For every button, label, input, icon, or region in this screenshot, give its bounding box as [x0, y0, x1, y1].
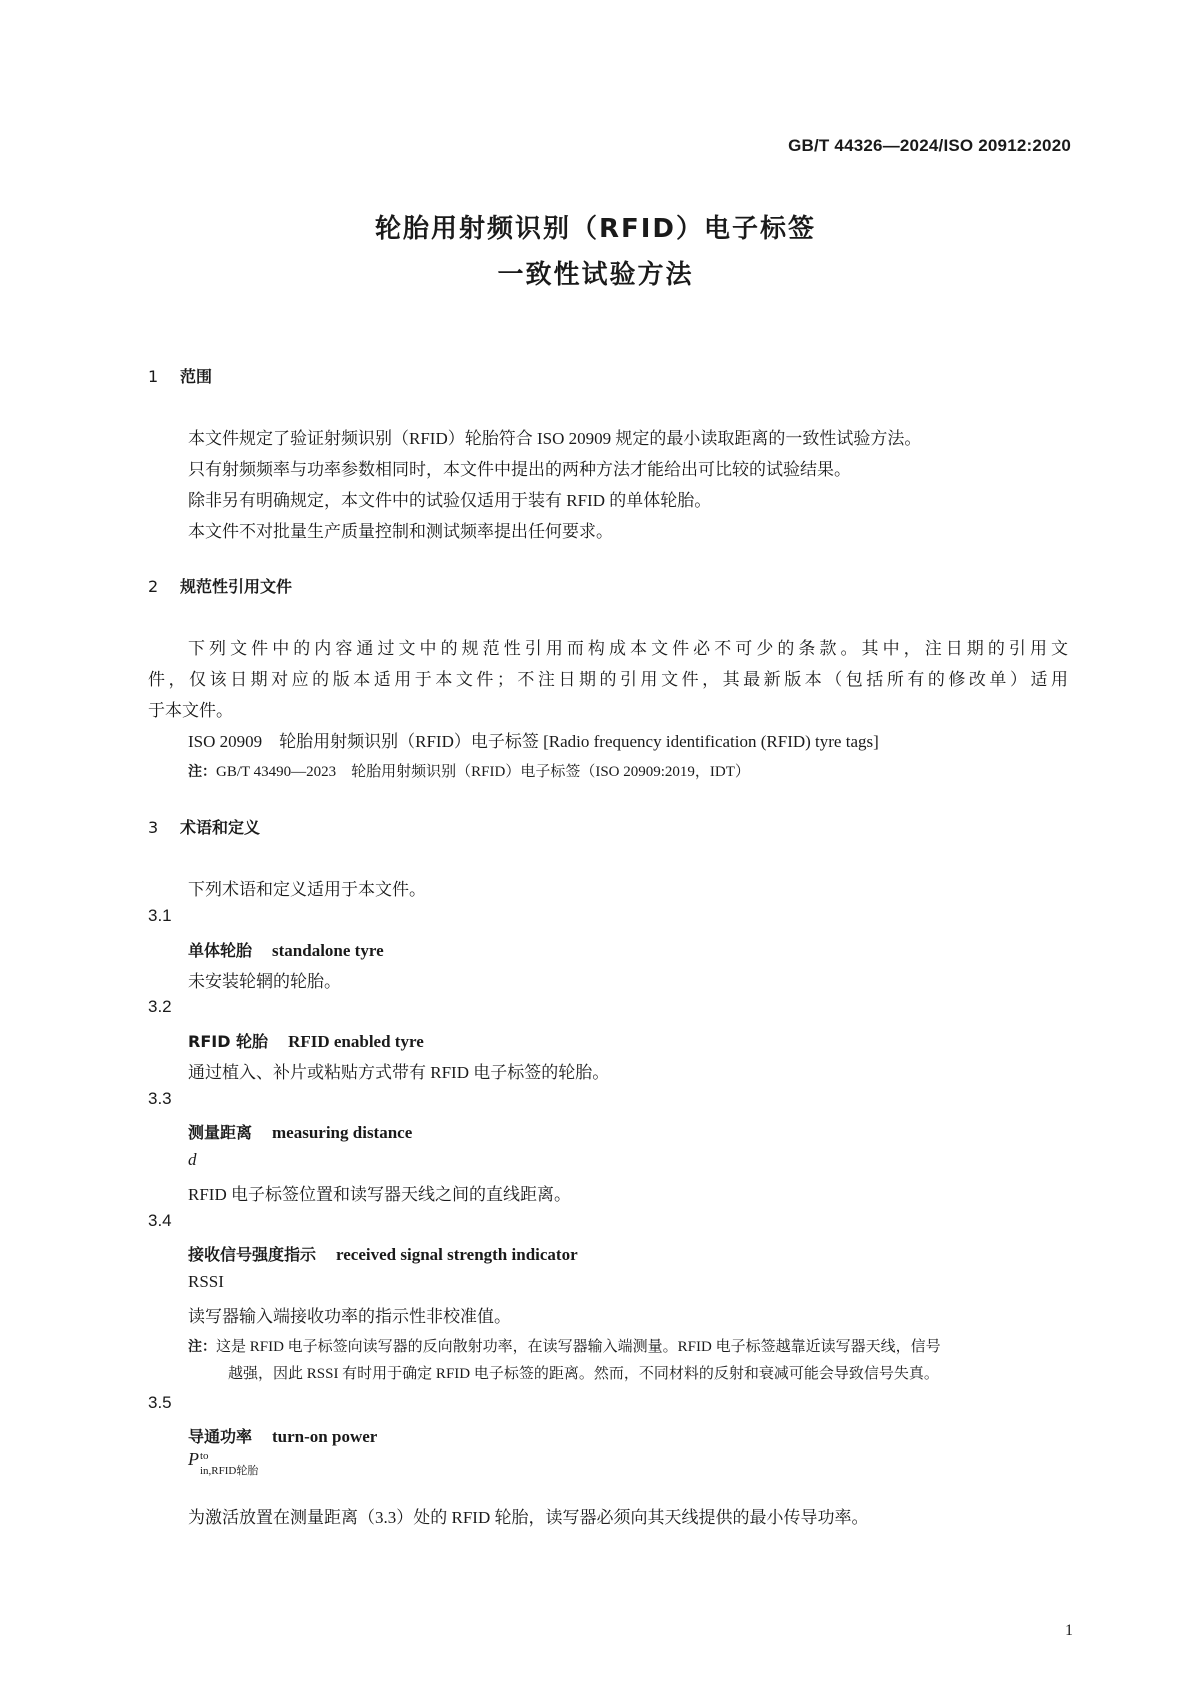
term-definition: 读写器输入端接收功率的指示性非校准值。: [188, 1307, 511, 1326]
term-symbol: d: [188, 1150, 197, 1169]
term-en: measuring distance: [272, 1123, 413, 1142]
title-line-2: 一致性试验方法: [497, 260, 694, 290]
term-definition: 未安装轮辋的轮胎。: [188, 972, 341, 991]
term-zh: RFID 轮胎: [188, 1032, 269, 1051]
page-number: 1: [1065, 1622, 1073, 1639]
note: [188, 1335, 941, 1356]
note-continuation: 越强，因此 RSSI 有时用于确定 RFID 电子标签的距离。然而，不同材料的反射和衰减可能会导致信号失真。: [228, 1366, 939, 1382]
term-entry: [188, 1120, 412, 1143]
note-label: 注：: [188, 764, 216, 780]
note-text: GB/T 43490—2023 轮胎用射频识别（RFID）电子标签（ISO 20909:2019，IDT）: [216, 764, 750, 780]
standard-number: GB/T 44326—2024/ISO 20912:2020: [788, 136, 1071, 155]
section-3-heading: [148, 815, 260, 838]
paragraph: 下列术语和定义适用于本文件。: [188, 880, 426, 899]
section-2-heading: [148, 574, 292, 597]
note-label: 注：: [188, 1339, 216, 1355]
term-entry: [188, 1424, 377, 1447]
term-en: received signal strength indicator: [336, 1245, 578, 1264]
term-definition: RFID 电子标签位置和读写器天线之间的直线距离。: [188, 1185, 571, 1204]
term-zh: 单体轮胎: [188, 941, 253, 960]
paragraph: 本文件不对批量生产质量控制和测试频率提出任何要求。: [188, 522, 613, 541]
term-definition: 通过植入、补片或粘贴方式带有 RFID 电子标签的轮胎。: [188, 1063, 610, 1082]
term-entry: [188, 1242, 578, 1265]
paragraph-line: 件，仅该日期对应的版本适用于本文件；不注日期的引用文件，其最新版本（包括所有的修改单）适用: [148, 670, 1068, 689]
term-en: turn-on power: [272, 1427, 378, 1446]
paragraph: 本文件规定了验证射频识别（RFID）轮胎符合 ISO 20909 规定的最小读取距离的一致性试验方法。: [188, 429, 922, 448]
section-number: 2: [148, 577, 159, 596]
term-number: 3.1: [148, 906, 172, 925]
paragraph: 只有射频频率与功率参数相同时，本文件中提出的两种方法才能给出可比较的试验结果。: [188, 460, 851, 479]
term-entry: [188, 1029, 424, 1052]
symbol-sub: in,RFID轮胎: [200, 1465, 259, 1477]
section-title: 术语和定义: [180, 818, 261, 837]
term-definition: 为激活放置在测量距离（3.3）处的 RFID 轮胎，读写器必须向其天线提供的最小传导功率。: [188, 1508, 869, 1527]
term-en: standalone tyre: [272, 941, 384, 960]
term-en: RFID enabled tyre: [288, 1032, 424, 1051]
normative-reference: ISO 20909 轮胎用射频识别（RFID）电子标签 [Radio frequency identification (RFID) tyre tags]: [188, 732, 879, 751]
term-number: 3.4: [148, 1211, 172, 1230]
term-zh: 导通功率: [188, 1427, 253, 1446]
symbol-sup: to: [200, 1450, 209, 1462]
paragraph-line: 下列文件中的内容通过文中的规范性引用而构成本文件必不可少的条款。其中，注日期的引用文: [188, 639, 1068, 658]
section-number: 3: [148, 818, 159, 837]
title-line-1: 轮胎用射频识别（RFID）电子标签: [374, 214, 817, 244]
term-number: 3.3: [148, 1089, 172, 1108]
term-zh: 测量距离: [188, 1123, 253, 1142]
section-number: 1: [148, 367, 159, 386]
term-symbol: RSSI: [188, 1272, 224, 1291]
note: [188, 760, 750, 781]
term-entry: [188, 938, 384, 961]
note-text: 这是 RFID 电子标签向读写器的反向散射功率，在读写器输入端测量。RFID 电子标签越靠近读写器天线，信号: [216, 1339, 941, 1355]
section-title: 规范性引用文件: [180, 577, 293, 596]
section-title: 范围: [180, 367, 213, 386]
symbol-base: P: [188, 1449, 199, 1469]
term-symbol: [188, 1450, 258, 1478]
paragraph: 除非另有明确规定，本文件中的试验仅适用于装有 RFID 的单体轮胎。: [188, 491, 712, 510]
term-zh: 接收信号强度指示: [188, 1245, 317, 1264]
paragraph-line: 于本文件。: [148, 701, 233, 720]
term-number: 3.2: [148, 997, 172, 1016]
section-1-heading: [148, 364, 212, 387]
term-number: 3.5: [148, 1393, 172, 1412]
